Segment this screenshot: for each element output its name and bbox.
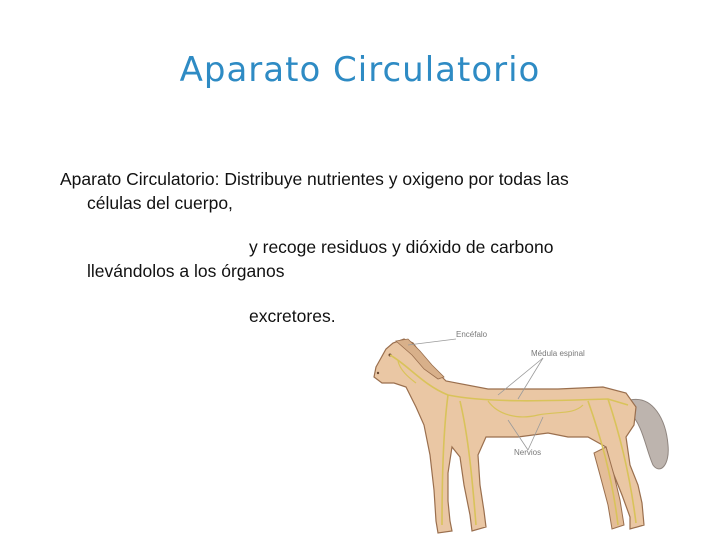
body-line-2: células del cuerpo, bbox=[87, 193, 233, 213]
horse-nervous-system-illustration bbox=[368, 325, 690, 540]
body-line-3: y recoge residuos y dióxido de carbono bbox=[249, 237, 554, 257]
body-line-1: Aparato Circulatorio: Distribuye nutrientes y oxigeno por todas las bbox=[60, 169, 569, 189]
slide-title: Aparato Circulatorio bbox=[179, 50, 541, 90]
body-line-5: excretores. bbox=[249, 306, 336, 326]
horse-body bbox=[374, 339, 668, 533]
label-nervios: Nervios bbox=[514, 448, 542, 457]
label-encefalo: Encéfalo bbox=[456, 330, 488, 339]
body-line-4: llevándolos a los órganos bbox=[87, 261, 285, 281]
label-medula-espinal: Médula espinal bbox=[531, 349, 585, 358]
